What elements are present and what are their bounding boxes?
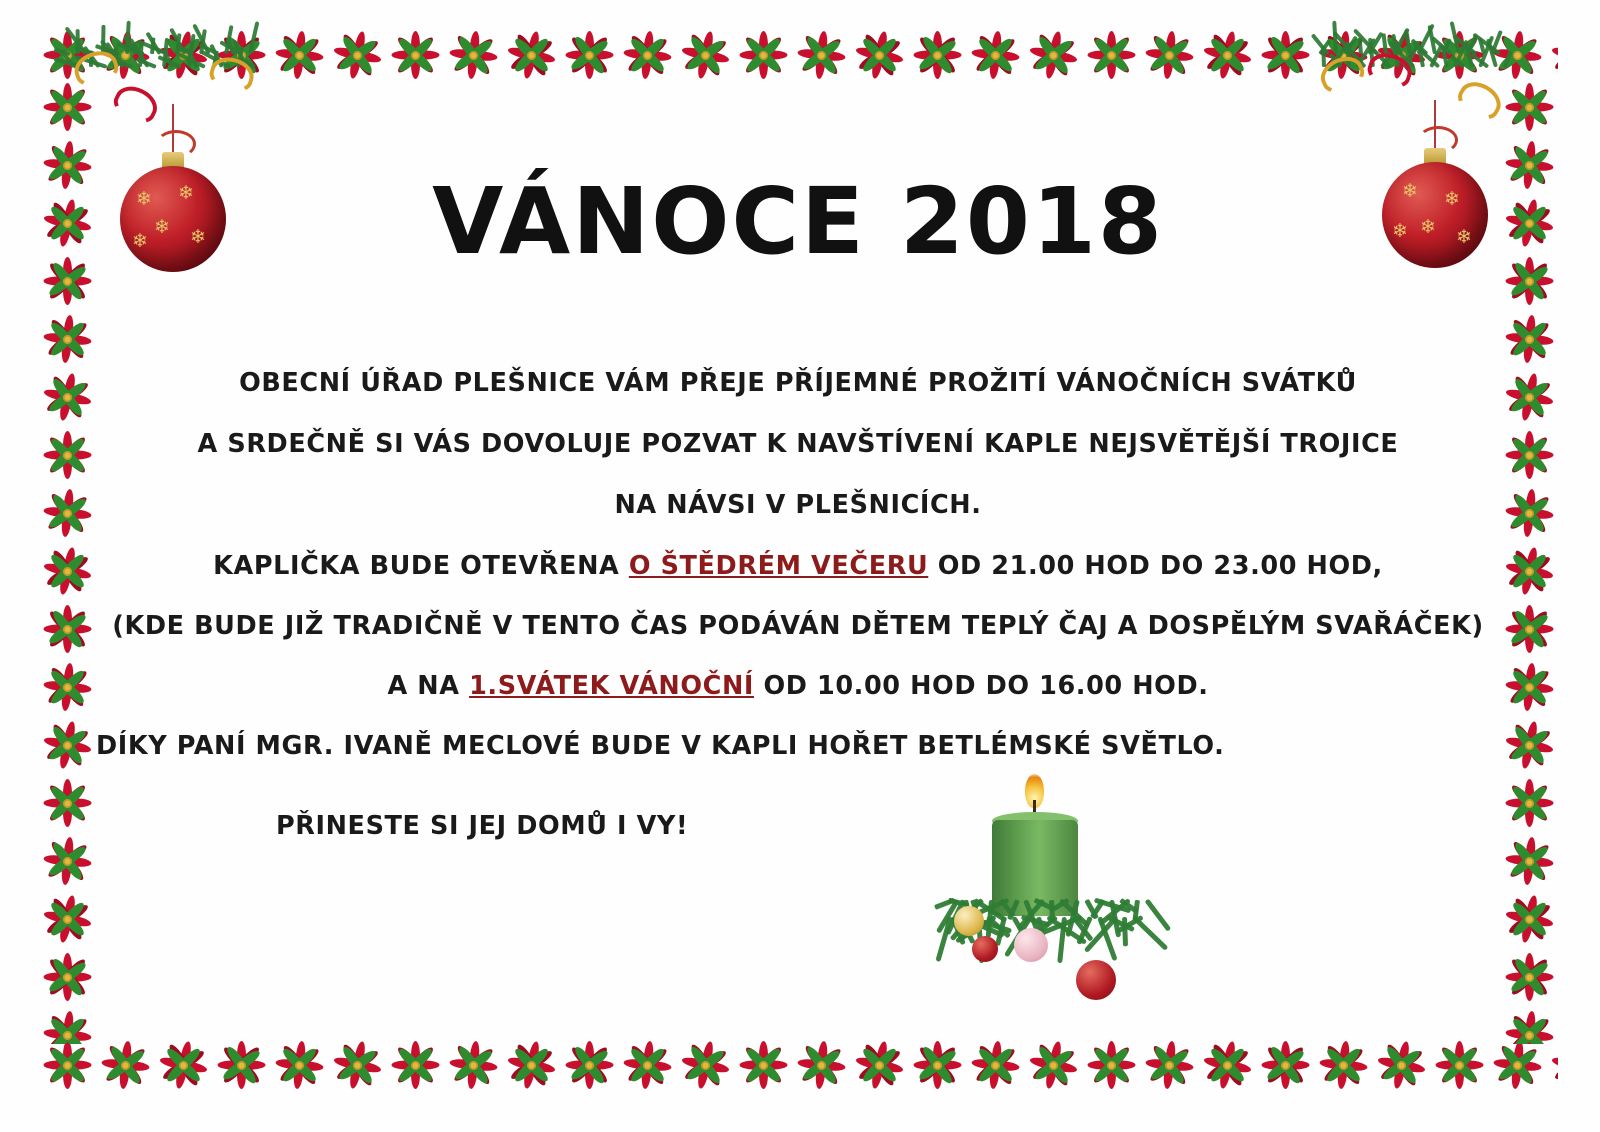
poinsettia-icon — [502, 26, 560, 84]
poinsettia-icon — [38, 948, 96, 1006]
poinsettia-icon — [386, 1036, 444, 1094]
advent-candle-decoration — [926, 778, 1166, 998]
poinsettia-icon — [1256, 1036, 1314, 1094]
opening-hours-line — [96, 551, 1500, 581]
christmas-bauble-icon: ❄ ❄ ❄ ❄ ❄ — [120, 166, 226, 272]
holiday-hours-suffix: OD 10.00 HOD DO 16.00 HOD. — [753, 671, 1209, 701]
poinsettia-icon — [1500, 542, 1558, 600]
body-line-2: A SRDEČNĚ SI VÁS DOVOLUJE POZVAT K NAVŠTÍVENÍ KAPLE NEJSVĚTĚJŠÍ TROJICE — [197, 429, 1399, 459]
poinsettia-icon — [792, 1036, 850, 1094]
poinsettia-icon — [444, 1036, 502, 1094]
red-ornament-icon — [1076, 960, 1116, 1000]
gold-ornament-icon — [954, 906, 984, 936]
poinsettia-icon — [1500, 1006, 1558, 1044]
poinsettia-icon — [38, 310, 96, 368]
poinsettia-icon — [38, 426, 96, 484]
poinsettia-icon — [38, 484, 96, 542]
poinsettia-icon — [96, 1036, 154, 1094]
poinsettia-icon — [1500, 426, 1558, 484]
poinsettia-icon — [38, 368, 96, 426]
poinsettia-icon — [734, 1036, 792, 1094]
poinsettia-icon — [38, 774, 96, 832]
closing-line: PŘINESTE SI JEJ DOMŮ I VY! — [276, 811, 689, 841]
poinsettia-icon — [1372, 1036, 1430, 1094]
poinsettia-icon — [1256, 26, 1314, 84]
border-strip-bottom — [38, 1036, 1558, 1094]
poinsettia-icon — [1500, 484, 1558, 542]
pink-ornament-icon — [1014, 928, 1048, 962]
poinsettia-icon — [38, 716, 96, 774]
opening-hours-suffix: OD 21.00 HOD DO 23.00 HOD, — [928, 551, 1383, 581]
opening-hours-prefix: KAPLIČKA BUDE OTEVŘENA — [213, 551, 629, 581]
holiday-hours-line — [96, 671, 1500, 701]
poinsettia-icon — [1430, 1036, 1488, 1094]
poinsettia-icon — [328, 1036, 386, 1094]
pine-needle — [1144, 898, 1171, 931]
poinsettia-icon — [560, 1036, 618, 1094]
poinsettia-icon — [1024, 26, 1082, 84]
red-ornament-icon — [972, 936, 998, 962]
poinsettia-icon — [1500, 890, 1558, 948]
opening-hours-highlight: O ŠTĚDRÉM VEČERU — [628, 551, 929, 581]
poinsettia-icon — [618, 26, 676, 84]
poinsettia-icon — [908, 1036, 966, 1094]
poinsettia-icon — [1024, 1036, 1082, 1094]
holiday-hours-highlight: 1.SVÁTEK VÁNOČNÍ — [469, 671, 754, 701]
poinsettia-icon — [328, 26, 386, 84]
poinsettia-icon — [908, 26, 966, 84]
poinsettia-icon — [676, 26, 734, 84]
poinsettia-icon — [1500, 774, 1558, 832]
poinsettia-icon — [966, 1036, 1024, 1094]
pine-needle — [1503, 51, 1512, 68]
poinsettia-icon — [1500, 832, 1558, 890]
poinsettia-icon — [1140, 26, 1198, 84]
poinsettia-icon — [444, 26, 502, 84]
poster-content — [96, 84, 1500, 1036]
refreshments-note-line: (KDE BUDE JIŽ TRADIČNĚ V TENTO ČAS PODÁVÁN DĚTEM TEPLÝ ČAJ A DOSPĚLÝM SVAŘÁČEK) — [112, 611, 1484, 641]
poinsettia-icon — [1500, 716, 1558, 774]
poinsettia-icon — [38, 1036, 96, 1094]
poinsettia-icon — [212, 1036, 270, 1094]
poinsettia-icon — [560, 26, 618, 84]
poinsettia-icon — [1314, 1036, 1372, 1094]
poinsettia-icon — [38, 890, 96, 948]
poinsettia-icon — [676, 1036, 734, 1094]
poinsettia-icon — [38, 600, 96, 658]
poinsettia-icon — [618, 1036, 676, 1094]
poinsettia-icon — [270, 1036, 328, 1094]
poinsettia-icon — [1082, 26, 1140, 84]
poinsettia-icon — [1500, 600, 1558, 658]
poinsettia-icon — [1500, 368, 1558, 426]
poinsettia-icon — [38, 542, 96, 600]
poinsettia-icon — [38, 658, 96, 716]
poinsettia-icon — [792, 26, 850, 84]
body-line-3: NA NÁVSI V PLEŠNICÍCH. — [614, 490, 982, 520]
poinsettia-icon — [154, 1036, 212, 1094]
page-title: VÁNOCE 2018 — [432, 168, 1164, 275]
poinsettia-icon — [1140, 1036, 1198, 1094]
poinsettia-icon — [1546, 26, 1558, 84]
poinsettia-icon — [1198, 26, 1256, 84]
holiday-hours-prefix: A NA — [387, 671, 470, 701]
poinsettia-icon — [38, 832, 96, 890]
poinsettia-icon — [1500, 310, 1558, 368]
poinsettia-icon — [386, 26, 444, 84]
poinsettia-icon — [966, 26, 1024, 84]
poinsettia-icon — [502, 1036, 560, 1094]
poinsettia-icon — [1488, 1036, 1546, 1094]
poinsettia-icon — [38, 1006, 96, 1044]
poinsettia-icon — [850, 26, 908, 84]
poinsettia-icon — [1500, 948, 1558, 1006]
poinsettia-icon — [1198, 1036, 1256, 1094]
poinsettia-icon — [1546, 1036, 1558, 1094]
poinsettia-icon — [1082, 1036, 1140, 1094]
body-line-1: OBECNÍ ÚŘAD PLEŠNICE VÁM PŘEJE PŘÍJEMNÉ PROŽITÍ VÁNOČNÍCH SVÁTKŮ — [239, 368, 1357, 398]
thanks-line: DÍKY PANÍ MGR. IVANĚ MECLOVÉ BUDE V KAPLI HOŘET BETLÉMSKÉ SVĚTLO. — [96, 731, 1225, 761]
christmas-bauble-icon: ❄ ❄ ❄ ❄ ❄ — [1382, 162, 1488, 268]
poinsettia-icon — [850, 1036, 908, 1094]
poinsettia-icon — [1500, 658, 1558, 716]
poster-body — [96, 368, 1500, 841]
poinsettia-icon — [734, 26, 792, 84]
